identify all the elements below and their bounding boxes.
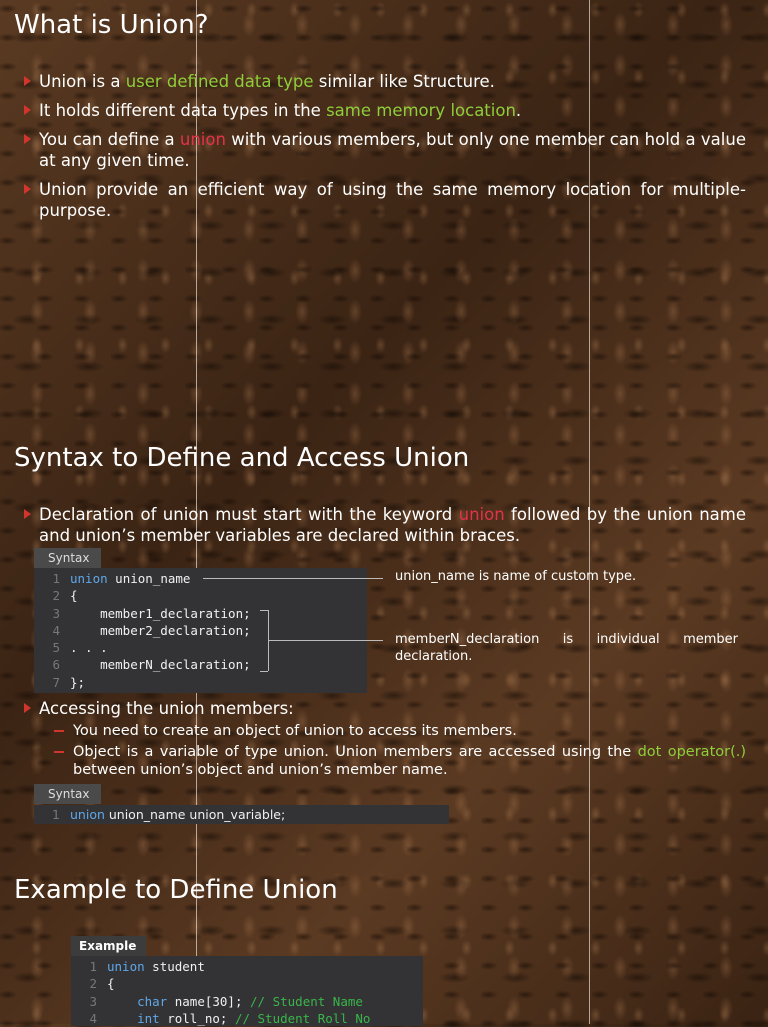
accessing-sub-list [52, 722, 746, 782]
code-line: 3 char name[30]; // Student Name [89, 993, 363, 1009]
bullet-declaration: Declaration of union must start with the keyword union followed by the union name and union’s member variables are declared within braces. [22, 504, 746, 546]
code-line: 7 }; [52, 674, 86, 690]
bullet-same-memory: It holds different data types in the same memory location. [22, 100, 746, 121]
code-line: 6 memberN_declaration; [52, 657, 251, 673]
connector-members [268, 640, 383, 641]
section-title-example: Example to Define Union [14, 875, 338, 905]
note-union-name: union_name is name of custom type. [395, 569, 637, 584]
connector-bracket-top [260, 610, 268, 611]
syntax-label: Syntax [34, 548, 101, 568]
code-line: 2 { [89, 976, 115, 992]
sub-bullet-create-object: You need to create an object of union to access its members. [52, 722, 746, 740]
bullet-accessing-members: Accessing the union members: [22, 698, 746, 719]
syntax-label-2: Syntax [34, 784, 101, 804]
section-title-what-is-union: What is Union? [14, 10, 209, 40]
section-title-syntax: Syntax to Define and Access Union [14, 443, 470, 473]
code-line: 2 { [52, 588, 78, 604]
sub-bullet-dot-operator: Object is a variable of type union. Union members are accessed using the dot operator(.) between union’s object and union’s member name. [52, 743, 746, 779]
bullet-define-union: You can define a union with various members, but only one member can hold a value at any given time. [22, 129, 746, 171]
union-intro-list [22, 71, 746, 229]
code-line: 1 union union_name union_variable; [52, 807, 286, 822]
code-line: 1 union union_name [52, 571, 191, 586]
note-member-declaration: memberN_declaration is individual member declaration. [395, 632, 738, 664]
connector-bracket-bottom [260, 671, 268, 672]
syntax-code-block-2 [34, 805, 449, 824]
syntax-list [22, 504, 746, 554]
code-line: 5 . . . [52, 640, 108, 656]
code-line: 4 member2_declaration; [52, 622, 251, 638]
code-line: 4 int roll_no; // Student Roll No [89, 1010, 371, 1026]
bullet-user-defined: Union is a user defined data type similar like Structure. [22, 71, 746, 92]
bullet-efficient-way: Union provide an efficient way of using the same memory location for multiple-purpose. [22, 179, 746, 221]
syntax-code-block [34, 568, 367, 693]
code-line: 1 union student [89, 959, 205, 974]
example-label: Example [71, 936, 146, 956]
connector-union-name [203, 578, 383, 579]
code-line: 3 member1_declaration; [52, 605, 251, 621]
example-code-block [71, 956, 423, 1026]
